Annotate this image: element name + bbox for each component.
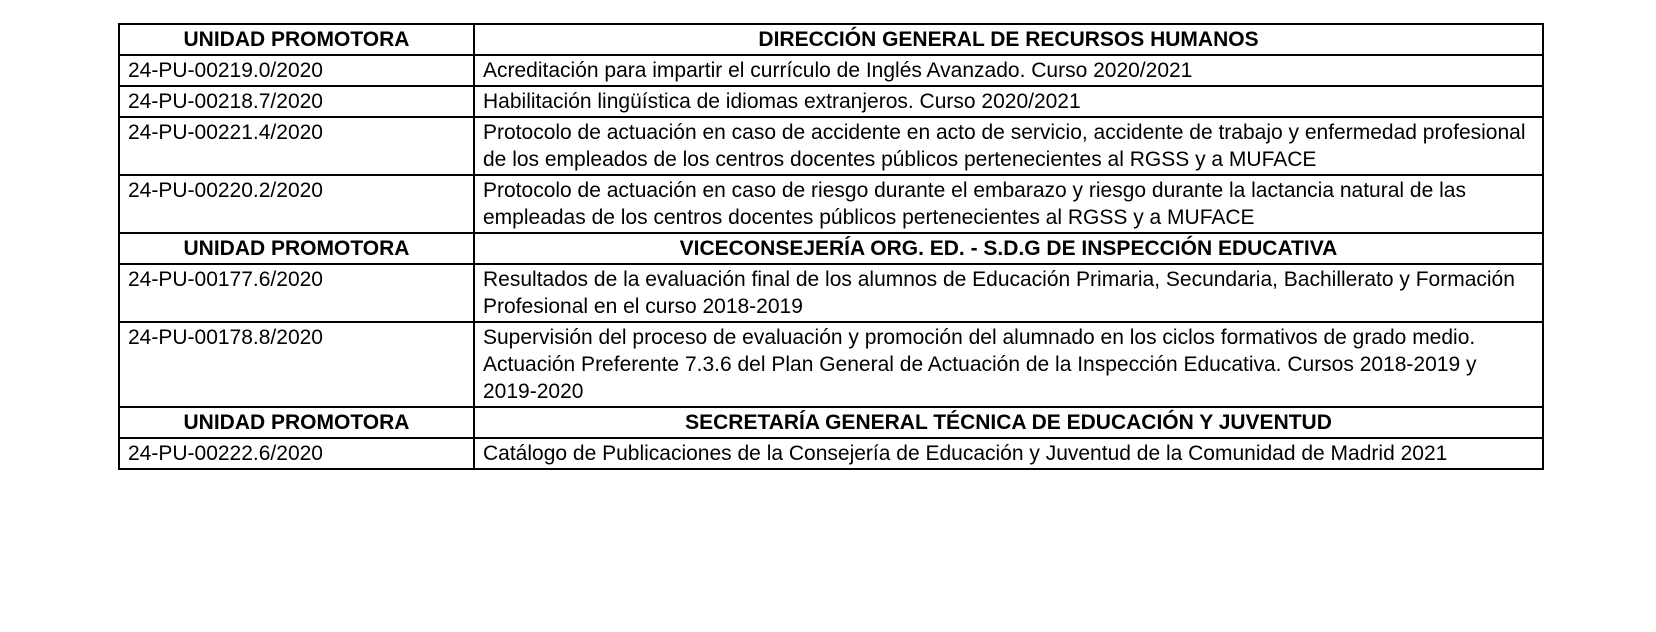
publication-description-cell: Supervisión del proceso de evaluación y promoción del alumnado en los ciclos formativos de grado medio. Actuación Preferente 7.3.6 del Plan General de Actuación de la Inspección Educativa. Cursos 2018-2019 y 2019-2020 [474, 322, 1543, 407]
publication-code-cell: 24-PU-00221.4/2020 [119, 117, 474, 175]
publication-code-cell: 24-PU-00178.8/2020 [119, 322, 474, 407]
table-row [119, 175, 1543, 233]
publication-description-cell: Habilitación lingüística de idiomas extranjeros. Curso 2020/2021 [474, 86, 1543, 117]
section-header-row [119, 407, 1543, 438]
publication-description-cell: Catálogo de Publicaciones de la Consejería de Educación y Juventud de la Comunidad de Madrid 2021 [474, 438, 1543, 469]
section-label-cell: UNIDAD PROMOTORA [119, 233, 474, 264]
section-title-cell: VICECONSEJERÍA ORG. ED. - S.D.G DE INSPECCIÓN EDUCATIVA [474, 233, 1543, 264]
publication-code-cell: 24-PU-00218.7/2020 [119, 86, 474, 117]
section-title-cell: DIRECCIÓN GENERAL DE RECURSOS HUMANOS [474, 24, 1543, 55]
section-header-row [119, 233, 1543, 264]
table-row [119, 55, 1543, 86]
publication-description-cell: Protocolo de actuación en caso de riesgo durante el embarazo y riesgo durante la lactancia natural de las empleadas de los centros docentes públicos pertenecientes al RGSS y a MUFACE [474, 175, 1543, 233]
table-row [119, 322, 1543, 407]
publication-code-cell: 24-PU-00177.6/2020 [119, 264, 474, 322]
publication-code-cell: 24-PU-00220.2/2020 [119, 175, 474, 233]
table-row [119, 117, 1543, 175]
table-row [119, 264, 1543, 322]
section-title-cell: SECRETARÍA GENERAL TÉCNICA DE EDUCACIÓN Y JUVENTUD [474, 407, 1543, 438]
section-header-row [119, 24, 1543, 55]
section-label-cell: UNIDAD PROMOTORA [119, 407, 474, 438]
publication-code-cell: 24-PU-00219.0/2020 [119, 55, 474, 86]
publication-description-cell: Acreditación para impartir el currículo de Inglés Avanzado. Curso 2020/2021 [474, 55, 1543, 86]
table-row [119, 438, 1543, 469]
publications-table [118, 23, 1544, 470]
table-row [119, 86, 1543, 117]
publication-code-cell: 24-PU-00222.6/2020 [119, 438, 474, 469]
publication-description-cell: Resultados de la evaluación final de los alumnos de Educación Primaria, Secundaria, Bachillerato y Formación Profesional en el curso 2018-2019 [474, 264, 1543, 322]
section-label-cell: UNIDAD PROMOTORA [119, 24, 474, 55]
publication-description-cell: Protocolo de actuación en caso de accidente en acto de servicio, accidente de trabajo y enfermedad profesional de los empleados de los centros docentes públicos pertenecientes al RGSS y a MUFACE [474, 117, 1543, 175]
